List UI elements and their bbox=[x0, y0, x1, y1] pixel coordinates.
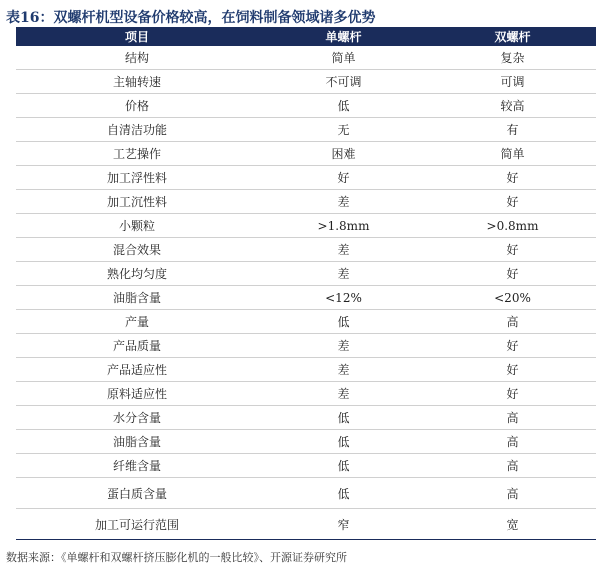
cell-single-screw: 不可调 bbox=[258, 70, 429, 94]
table-row bbox=[16, 478, 596, 509]
table-row bbox=[16, 214, 596, 238]
cell-single-screw: 窄 bbox=[258, 509, 429, 540]
cell-twin-screw: 高 bbox=[429, 478, 596, 509]
cell-single-screw: 差 bbox=[258, 382, 429, 406]
cell-single-screw: 差 bbox=[258, 262, 429, 286]
cell-twin-screw: 高 bbox=[429, 406, 596, 430]
source-note: 数据来源：《单螺杆和双螺杆挤压膨化机的一般比较》、开源证券研究所 bbox=[6, 551, 347, 564]
cell-item: 加工浮性料 bbox=[16, 166, 258, 190]
table-row bbox=[16, 286, 596, 310]
cell-item: 小颗粒 bbox=[16, 214, 258, 238]
cell-twin-screw: 好 bbox=[429, 166, 596, 190]
table-row bbox=[16, 334, 596, 358]
cell-item: 纤维含量 bbox=[16, 454, 258, 478]
cell-item: 自清洁功能 bbox=[16, 118, 258, 142]
cell-twin-screw: 高 bbox=[429, 454, 596, 478]
cell-single-screw: 低 bbox=[258, 478, 429, 509]
table-row bbox=[16, 190, 596, 214]
cell-twin-screw: 复杂 bbox=[429, 46, 596, 70]
cell-single-screw: 好 bbox=[258, 166, 429, 190]
cell-twin-screw: 较高 bbox=[429, 94, 596, 118]
table-row bbox=[16, 46, 596, 70]
table-row bbox=[16, 509, 596, 540]
cell-single-screw: <12% bbox=[258, 286, 429, 310]
cell-single-screw: 低 bbox=[258, 94, 429, 118]
table-row bbox=[16, 358, 596, 382]
cell-single-screw: 低 bbox=[258, 430, 429, 454]
cell-single-screw: 低 bbox=[258, 406, 429, 430]
table-row bbox=[16, 310, 596, 334]
cell-twin-screw: 高 bbox=[429, 310, 596, 334]
table-row bbox=[16, 454, 596, 478]
cell-twin-screw: 简单 bbox=[429, 142, 596, 166]
cell-item: 加工沉性料 bbox=[16, 190, 258, 214]
header-twin-screw: 双螺杆 bbox=[429, 27, 596, 46]
cell-twin-screw: >0.8mm bbox=[429, 214, 596, 238]
cell-single-screw: 低 bbox=[258, 310, 429, 334]
cell-item: 水分含量 bbox=[16, 406, 258, 430]
cell-twin-screw: 好 bbox=[429, 334, 596, 358]
cell-single-screw: 无 bbox=[258, 118, 429, 142]
cell-single-screw: 差 bbox=[258, 190, 429, 214]
cell-item: 产品适应性 bbox=[16, 358, 258, 382]
cell-twin-screw: <20% bbox=[429, 286, 596, 310]
header-item: 项目 bbox=[16, 27, 258, 46]
cell-twin-screw: 好 bbox=[429, 358, 596, 382]
cell-twin-screw: 好 bbox=[429, 190, 596, 214]
cell-single-screw: 困难 bbox=[258, 142, 429, 166]
cell-single-screw: 差 bbox=[258, 238, 429, 262]
cell-twin-screw: 好 bbox=[429, 238, 596, 262]
cell-twin-screw: 好 bbox=[429, 262, 596, 286]
cell-twin-screw: 可调 bbox=[429, 70, 596, 94]
table-row bbox=[16, 118, 596, 142]
cell-item: 主轴转速 bbox=[16, 70, 258, 94]
table-row bbox=[16, 238, 596, 262]
table-body bbox=[16, 46, 596, 540]
cell-single-screw: 低 bbox=[258, 454, 429, 478]
header-single-screw: 单螺杆 bbox=[258, 27, 429, 46]
cell-item: 结构 bbox=[16, 46, 258, 70]
table-row bbox=[16, 70, 596, 94]
cell-twin-screw: 高 bbox=[429, 430, 596, 454]
cell-item: 油脂含量 bbox=[16, 430, 258, 454]
cell-single-screw: >1.8mm bbox=[258, 214, 429, 238]
table-row bbox=[16, 430, 596, 454]
cell-item: 熟化均匀度 bbox=[16, 262, 258, 286]
table-title: 表16：双螺杆机型设备价格较高，在饲料制备领域诸多优势 bbox=[6, 10, 376, 26]
cell-item: 工艺操作 bbox=[16, 142, 258, 166]
cell-item: 产量 bbox=[16, 310, 258, 334]
cell-item: 油脂含量 bbox=[16, 286, 258, 310]
cell-single-screw: 简单 bbox=[258, 46, 429, 70]
cell-item: 价格 bbox=[16, 94, 258, 118]
table-row bbox=[16, 94, 596, 118]
cell-twin-screw: 有 bbox=[429, 118, 596, 142]
table-row bbox=[16, 142, 596, 166]
cell-item: 加工可运行范围 bbox=[16, 509, 258, 540]
table-header-row bbox=[16, 27, 596, 46]
cell-twin-screw: 宽 bbox=[429, 509, 596, 540]
cell-single-screw: 差 bbox=[258, 334, 429, 358]
table-row bbox=[16, 262, 596, 286]
table-row bbox=[16, 166, 596, 190]
cell-item: 原料适应性 bbox=[16, 382, 258, 406]
cell-item: 产品质量 bbox=[16, 334, 258, 358]
cell-single-screw: 差 bbox=[258, 358, 429, 382]
cell-item: 蛋白质含量 bbox=[16, 478, 258, 509]
comparison-table bbox=[16, 27, 596, 540]
cell-twin-screw: 好 bbox=[429, 382, 596, 406]
table-row bbox=[16, 406, 596, 430]
table-row bbox=[16, 382, 596, 406]
cell-item: 混合效果 bbox=[16, 238, 258, 262]
